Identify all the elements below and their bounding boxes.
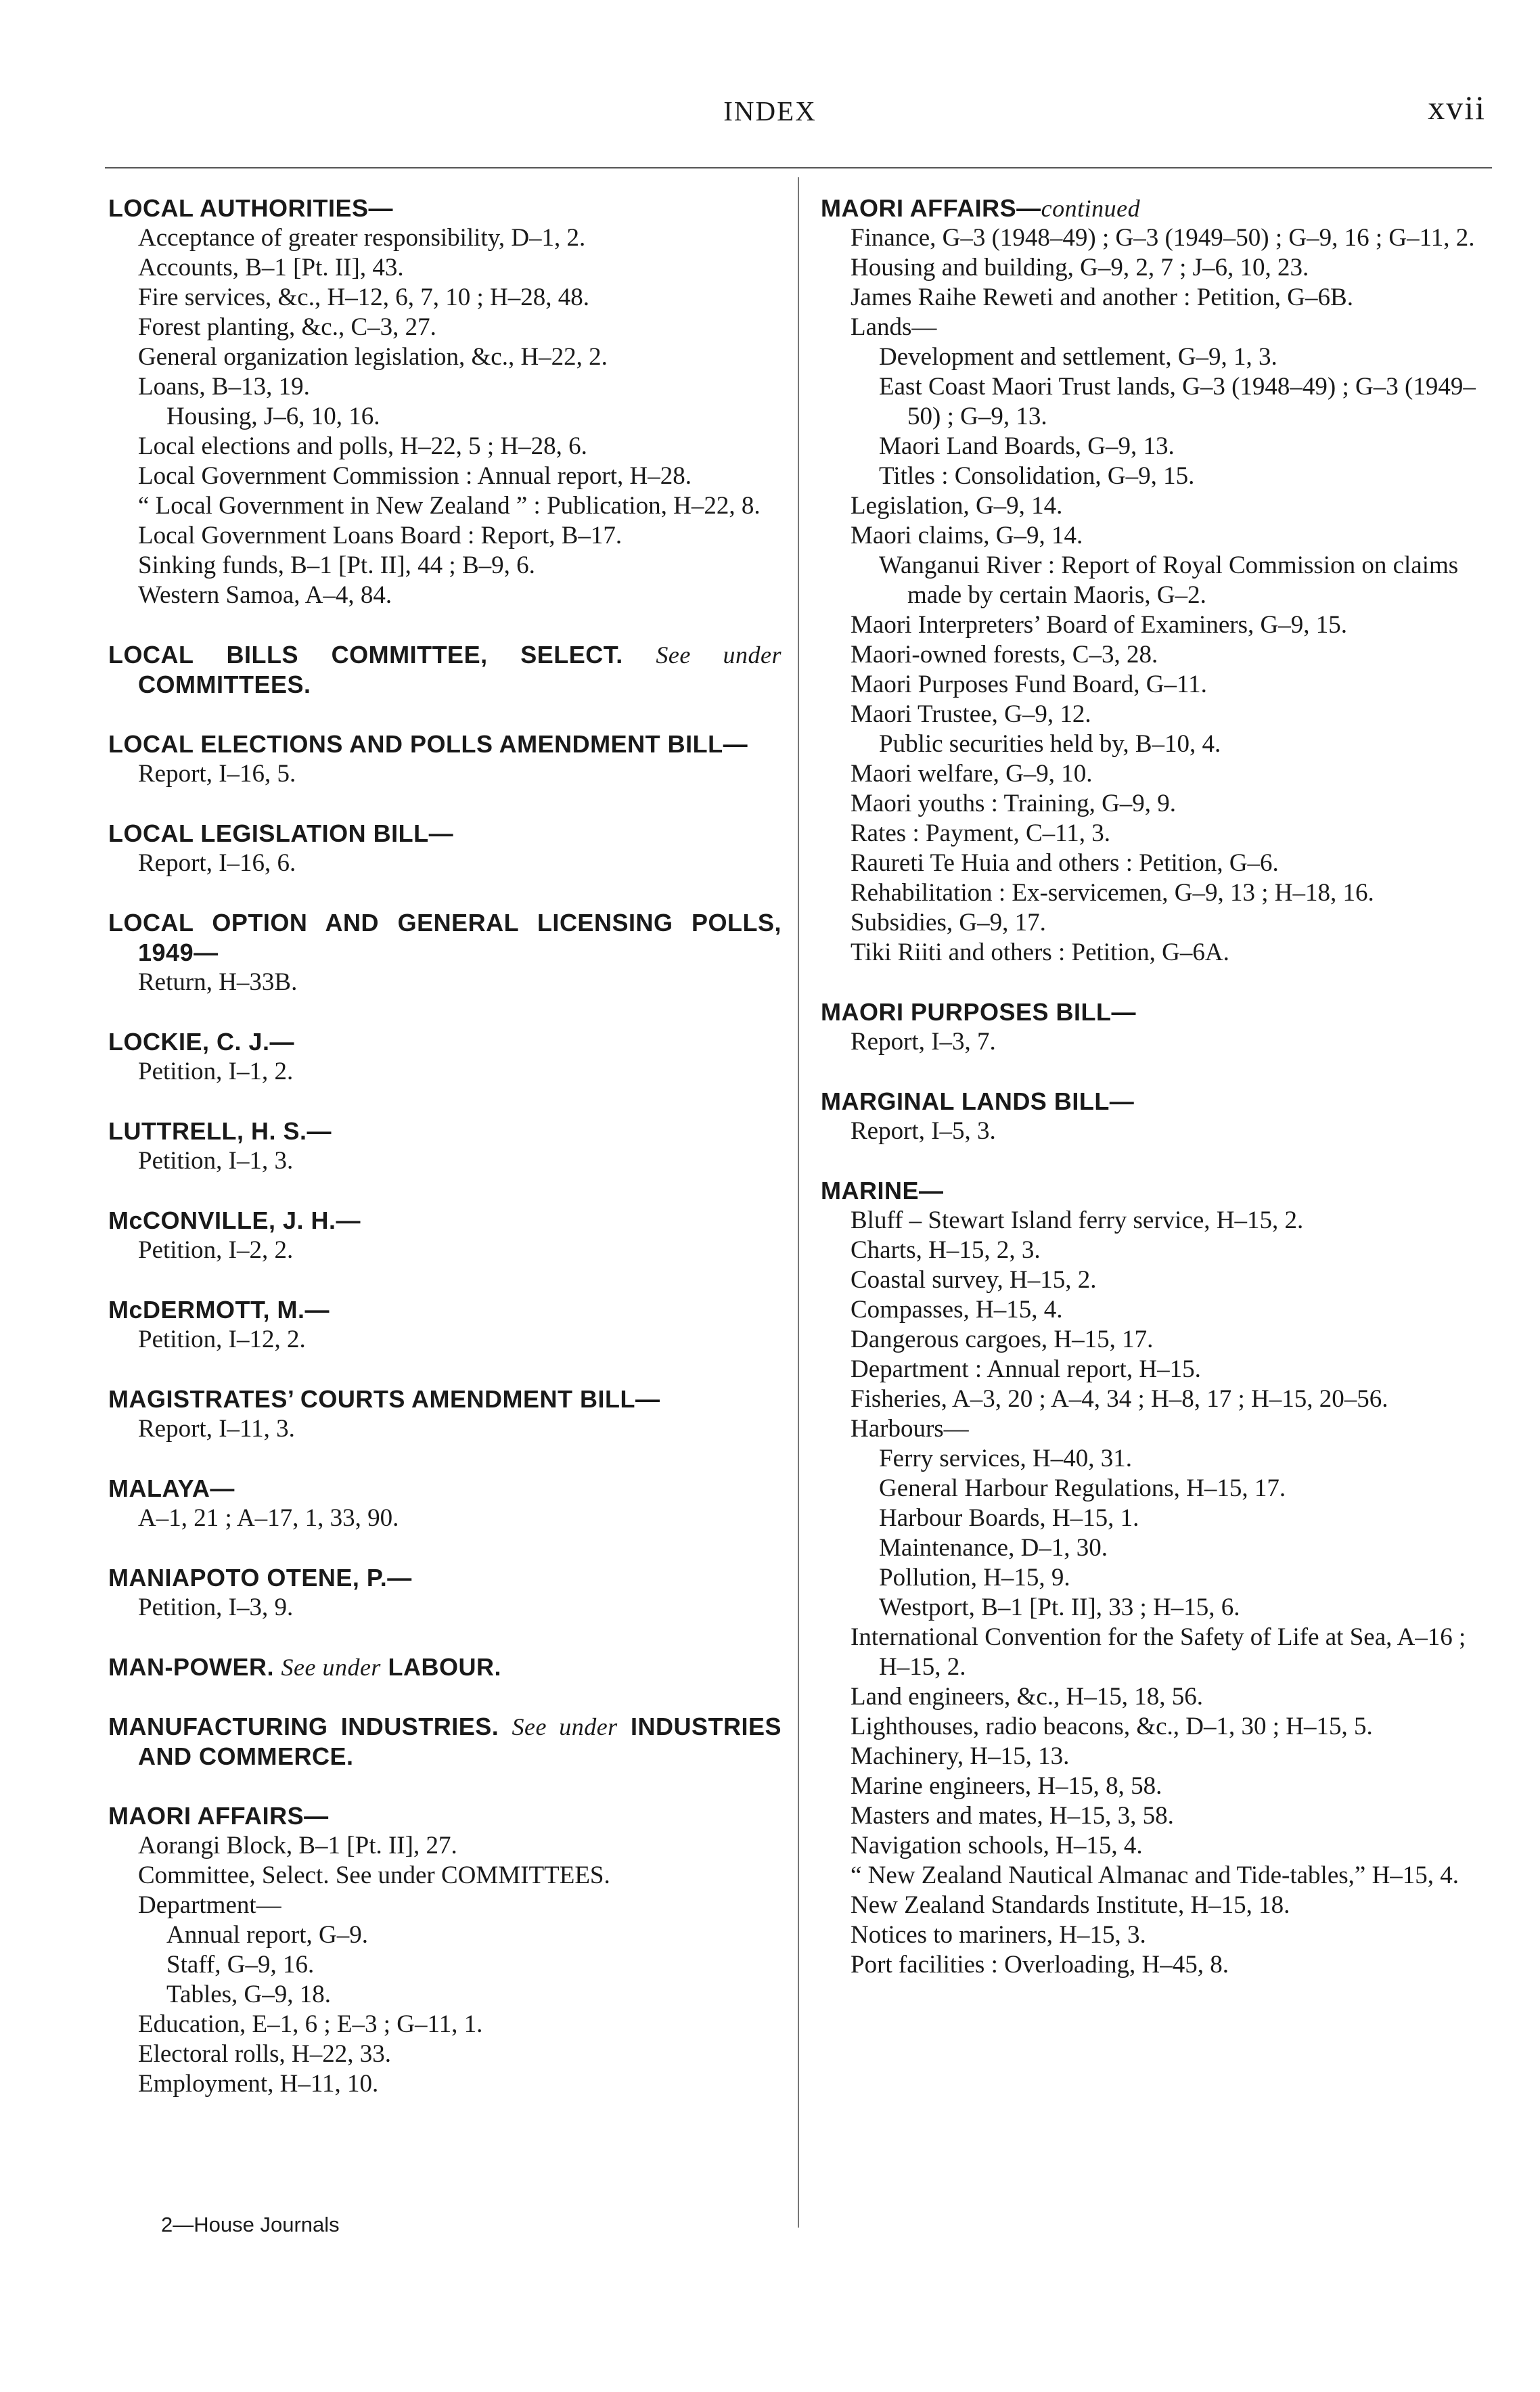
sub-entry: Navigation schools, H–15, 4. [851,1832,1143,1859]
sub-entry: Finance, G–3 (1948–49) ; G–3 (1949–50) ; G–9, 16 ; G–11, 2. [851,224,1475,252]
sub-entry: Harbours— [851,1415,969,1443]
index-entry [821,1176,1491,1980]
sub-entry: Dangerous cargoes, H–15, 17. [851,1326,1154,1353]
sub-entry: Report, I–11, 3. [138,1415,295,1443]
sub-entry: Petition, I–3, 9. [138,1594,294,1621]
sub-entry: Maori Trustee, G–9, 12. [851,700,1091,728]
sub-entry: New Zealand Standards Institute, H–15, 18. [851,1891,1290,1919]
sub-entry: Report, I–5, 3. [851,1117,996,1145]
sub-entry: Lands— [851,313,937,341]
sub-sub-entry: Public securities held by, B–10, 4. [879,730,1221,758]
index-entry [108,1116,782,1176]
entry-heading-text: MAORI AFFAIRS— [821,194,1041,222]
see-under-label: See under [281,1654,381,1681]
see-under-label: See under [656,641,782,669]
sub-entry: Land engineers, &c., H–15, 18, 56. [851,1683,1203,1711]
index-entry [108,729,782,789]
sub-entry: Charts, H–15, 2, 3. [851,1236,1041,1264]
sub-entry: Local Government Commission : Annual report, H–28. [138,462,692,490]
entry-heading [108,1563,782,1593]
entry-heading-text: MAGISTRATES’ COURTS AMENDMENT BILL— [108,1385,660,1413]
entry-heading [108,1801,782,1831]
index-entry [108,1206,782,1265]
sub-entry: Committee, Select. See under COMMITTEES. [138,1861,610,1889]
sub-sub-entry: Annual report, G–9. [166,1921,368,1949]
continued-label: continued [1041,195,1141,222]
index-entry [108,1295,782,1355]
index-entry [821,1087,1491,1146]
sub-entry: Lighthouses, radio beacons, &c., D–1, 30 ; H–15, 5. [851,1713,1373,1740]
entry-heading [821,997,1491,1027]
entry-heading [108,1206,782,1236]
sub-entry: Maori welfare, G–9, 10. [851,760,1093,788]
sub-sub-entry: Housing, J–6, 10, 16. [166,403,380,430]
index-entry [108,1801,782,2099]
sub-entry: Machinery, H–15, 13. [851,1742,1070,1770]
sub-sub-entry: General Harbour Regulations, H–15, 17. [879,1474,1286,1502]
sub-entry: Aorangi Block, B–1 [Pt. II], 27. [138,1832,457,1859]
sub-entry: Electoral rolls, H–22, 33. [138,2040,392,2068]
sub-sub-entry: Ferry services, H–40, 31. [879,1445,1133,1472]
sub-entry: Maori-owned forests, C–3, 28. [851,641,1158,669]
sub-sub-entry: East Coast Maori Trust lands, G–3 (1948–49) ; G–3 (1949–50) ; G–9, 13. [879,373,1476,430]
index-entry [108,1027,782,1087]
entry-heading-text: LOCAL ELECTIONS AND POLLS AMENDMENT BILL— [108,730,748,758]
sub-entry: Western Samoa, A–4, 84. [138,581,392,609]
entry-heading-text: MANIAPOTO OTENE, P.— [108,1564,412,1592]
sub-entry: Forest planting, &c., C–3, 27. [138,313,436,341]
entry-heading-text: McDERMOTT, M.— [108,1296,330,1324]
entry-heading [108,1652,782,1682]
sub-entry: Local Government Loans Board : Report, B–17. [138,522,622,549]
sub-entry: Rates : Payment, C–11, 3. [851,819,1111,847]
sub-entry: Maori Interpreters’ Board of Examiners, G–9, 15. [851,611,1347,639]
sub-entry: Tiki Riiti and others : Petition, G–6A. [851,939,1229,966]
index-entry [821,997,1491,1057]
sub-entry: Report, I–16, 5. [138,760,296,788]
index-entry [108,1474,782,1533]
sub-sub-entry: Wanganui River : Report of Royal Commission on claims made by certain Maoris, G–2. [879,551,1459,609]
entry-heading-text: MANUFACTURING INDUSTRIES. [108,1713,499,1740]
sub-entry: Petition, I–12, 2. [138,1326,306,1353]
entry-heading [108,640,782,700]
entry-heading-text: MALAYA— [108,1474,235,1502]
sub-entry: Coastal survey, H–15, 2. [851,1266,1097,1294]
entry-heading [108,1116,782,1146]
page-number: xvii [1428,89,1486,127]
index-entry [108,194,782,610]
sub-sub-entry: Staff, G–9, 16. [166,1951,315,1979]
sub-entry: Marine engineers, H–15, 8, 58. [851,1772,1162,1800]
entry-heading [108,819,782,849]
entry-heading-text: MAN-POWER. [108,1653,274,1681]
entry-heading-text: MARINE— [821,1177,944,1204]
entry-heading [108,1712,782,1772]
sub-entry: Maori youths : Training, G–9, 9. [851,790,1177,817]
entry-heading [108,1027,782,1057]
sub-entry: Report, I–3, 7. [851,1028,996,1056]
sub-entry: Compasses, H–15, 4. [851,1296,1063,1324]
entry-heading [821,1176,1491,1206]
sub-entry: James Raihe Reweti and another : Petition, G–6B. [851,284,1353,311]
sub-sub-entry: Titles : Consolidation, G–9, 15. [879,462,1195,490]
see-under-reference: COMMITTEES. [138,671,311,698]
entry-heading [108,1474,782,1504]
entry-heading-text: LOCAL OPTION AND GENERAL LICENSING POLLS, 1949— [108,909,782,966]
entry-heading-text: LOCAL BILLS COMMITTEE, SELECT. [108,641,623,669]
sub-entry: Bluff – Stewart Island ferry service, H–15, 2. [851,1206,1304,1234]
sub-entry: Education, E–1, 6 ; E–3 ; G–11, 1. [138,2010,483,2038]
left-column [108,194,782,2129]
index-entry [108,1712,782,1772]
index-entry [108,1384,782,1444]
index-entry [108,819,782,878]
entry-heading-text: LOCAL AUTHORITIES— [108,194,393,222]
sub-entry: Acceptance of greater responsibility, D–1, 2. [138,224,586,252]
sub-sub-entry: Maori Land Boards, G–9, 13. [879,432,1175,460]
sub-entry: Loans, B–13, 19. [138,373,310,401]
index-entry [108,1652,782,1682]
index-entry [108,640,782,700]
entry-heading-text: LUTTRELL, H. S.— [108,1117,332,1145]
sub-sub-entry: Tables, G–9, 18. [166,1981,332,2008]
entry-heading-text: MAORI PURPOSES BILL— [821,998,1137,1026]
sub-sub-entry: Harbour Boards, H–15, 1. [879,1504,1139,1532]
see-under-reference: LABOUR. [388,1653,501,1681]
sub-entry: Return, H–33B. [138,968,298,996]
entry-heading [108,1295,782,1325]
right-column [821,194,1491,2010]
see-under-label: See under [512,1713,618,1740]
sub-entry: Fisheries, A–3, 20 ; A–4, 34 ; H–8, 17 ; H–15, 20–56. [851,1385,1388,1413]
sub-entry: Notices to mariners, H–15, 3. [851,1921,1146,1949]
sub-entry: Department— [138,1891,281,1919]
sub-sub-entry: Maintenance, D–1, 30. [879,1534,1108,1562]
sub-entry: Port facilities : Overloading, H–45, 8. [851,1951,1229,1979]
header-rule [105,167,1492,168]
sub-entry: Department : Annual report, H–15. [851,1355,1201,1383]
entry-heading [108,729,782,759]
sub-entry: Sinking funds, B–1 [Pt. II], 44 ; B–9, 6. [138,551,535,579]
sub-entry: Subsidies, G–9, 17. [851,909,1046,937]
entry-heading [108,194,782,223]
sub-entry: Maori Purposes Fund Board, G–11. [851,671,1207,698]
entry-heading [821,194,1491,223]
see-under-reference: INDUSTRIES AND COMMERCE. [138,1713,782,1770]
column-divider [798,177,799,2228]
footer-signature: 2—House Journals [161,2213,340,2236]
sub-entry: Petition, I–2, 2. [138,1236,294,1264]
entry-heading [821,1087,1491,1116]
sub-entry: Employment, H–11, 10. [138,2070,379,2098]
sub-entry: International Convention for the Safety of Life at Sea, A–16 ; H–15, 2. [851,1623,1466,1681]
sub-entry: Petition, I–1, 2. [138,1058,294,1085]
entry-heading-text: McCONVILLE, J. H.— [108,1206,361,1234]
sub-entry: Fire services, &c., H–12, 6, 7, 10 ; H–28, 48. [138,284,589,311]
entry-heading-text: MARGINAL LANDS BILL— [821,1087,1135,1115]
sub-entry: “ Local Government in New Zealand ” : Publication, H–22, 8. [138,492,761,520]
entry-heading-text: LOCKIE, C. J.— [108,1028,295,1056]
sub-entry: Maori claims, G–9, 14. [851,522,1083,549]
sub-entry: Report, I–16, 6. [138,849,296,877]
sub-entry: Raureti Te Huia and others : Petition, G–6. [851,849,1279,877]
index-entry [108,908,782,997]
sub-entry: Rehabilitation : Ex-servicemen, G–9, 13 ; H–18, 16. [851,879,1374,907]
entry-heading-text: LOCAL LEGISLATION BILL— [108,819,454,847]
entry-heading-text: MAORI AFFAIRS— [108,1802,329,1830]
sub-entry: Legislation, G–9, 14. [851,492,1063,520]
sub-entry: Masters and mates, H–15, 3, 58. [851,1802,1174,1830]
sub-entry: A–1, 21 ; A–17, 1, 33, 90. [138,1504,399,1532]
index-entry [821,194,1491,968]
sub-entry: Accounts, B–1 [Pt. II], 43. [138,254,404,281]
index-entry [108,1563,782,1623]
sub-sub-entry: Westport, B–1 [Pt. II], 33 ; H–15, 6. [879,1594,1240,1621]
page-title: INDEX [723,95,817,127]
sub-entry: Petition, I–1, 3. [138,1147,294,1175]
sub-sub-entry: Development and settlement, G–9, 1, 3. [879,343,1277,371]
sub-entry: Housing and building, G–9, 2, 7 ; J–6, 10, 23. [851,254,1309,281]
sub-sub-entry: Pollution, H–15, 9. [879,1564,1070,1592]
sub-entry: “ New Zealand Nautical Almanac and Tide-tables,” H–15, 4. [851,1861,1459,1889]
sub-entry: Local elections and polls, H–22, 5 ; H–28, 6. [138,432,587,460]
entry-heading [108,1384,782,1414]
sub-entry: General organization legislation, &c., H–22, 2. [138,343,608,371]
entry-heading [108,908,782,968]
